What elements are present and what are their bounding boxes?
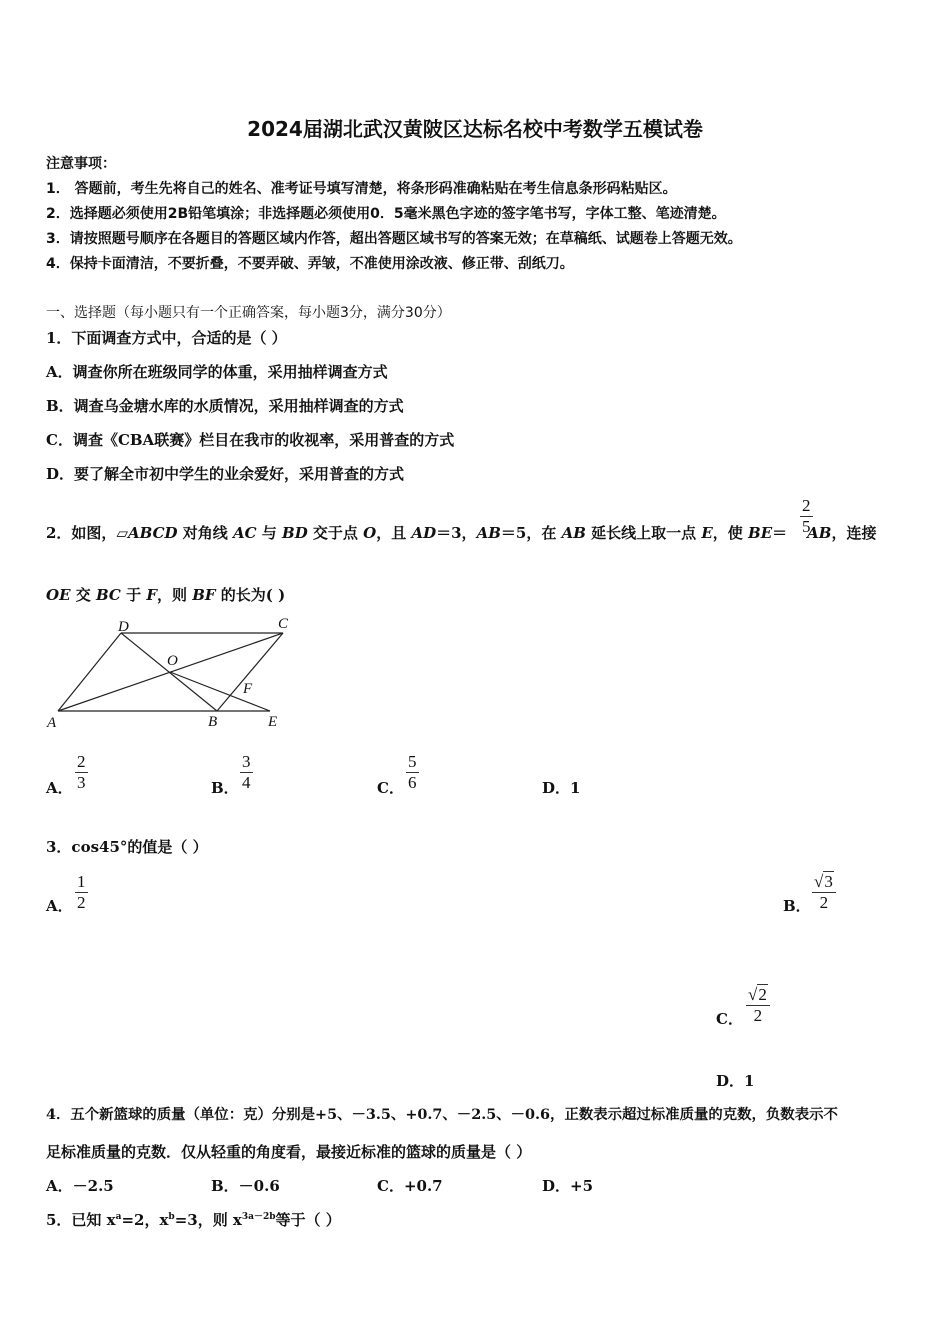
q1-option-d: D．要了解全市初中学生的业余爱好，采用普查的方式 <box>46 465 405 483</box>
q1-option-c: C．调查《CBA联赛》栏目在我市的收视率，采用普查的方式 <box>46 431 455 449</box>
q1-stem: 1．下面调查方式中，合适的是（ ） <box>46 329 287 347</box>
q3-option-c-fraction: $\frac{√2}{2}$ <box>746 985 770 1026</box>
q2-option-b-label: B． <box>211 779 239 797</box>
notice-item-2: 2．选择题必须使用2B铅笔填涂；非选择题必须使用0．5毫米黑色字迹的签字笔书写，字体工整、笔迹清楚。 <box>46 206 726 222</box>
q4-stem-line2: 足标准质量的克数．仅从轻重的角度看，最接近标准的篮球的质量是（ ） <box>46 1143 532 1161</box>
label-c: C <box>278 616 289 632</box>
q3-option-b-label: B． <box>783 897 811 915</box>
q3-option-b-fraction: $\frac{√3}{2}$ <box>812 872 836 913</box>
q2-option-c-label: C． <box>377 779 404 797</box>
label-d: D <box>118 619 129 635</box>
label-b: B <box>208 714 218 730</box>
q5-stem: 5．已知 $x^a=2$，$x^b=3$，则 $x^{3a-2b}$等于（ ） <box>46 1211 341 1229</box>
q2-stem-line1: 2．如图，▱ABCD 对角线 AC 与 BD 交于点 O，且 AD＝3，AB＝5，在 AB 延长线上取一点 E，使 BE＝ AB，连接 <box>46 524 877 542</box>
notice-heading: 注意事项： <box>46 156 116 172</box>
q1-option-b: B．调查乌金塘水库的水质情况，采用抽样调查的方式 <box>46 397 404 415</box>
segment-oe <box>170 672 270 711</box>
q3-option-c-label: C． <box>716 1010 743 1028</box>
q4-option-b: B．－0.6 <box>211 1177 280 1195</box>
notice-item-4: 4．保持卡面清洁，不要折叠，不要弄破、弄皱，不准使用涂改液、修正带、刮纸刀。 <box>46 256 574 272</box>
q2-option-a-label: A． <box>46 779 73 797</box>
notice-item-3: 3．请按照题号顺序在各题目的答题区域内作答，超出答题区域书写的答案无效；在草稿纸、试题卷上答题无效。 <box>46 231 742 247</box>
section-heading: 一、选择题（每小题只有一个正确答案，每小题3分，满分30分） <box>46 305 451 321</box>
q4-option-d: D．+5 <box>542 1177 594 1195</box>
label-e: E <box>268 714 278 730</box>
q4-option-a: A．－2.5 <box>46 1177 114 1195</box>
q2-option-a-fraction: $\frac{2}{3}$ <box>77 752 86 792</box>
q2-option-d: D．1 <box>542 779 581 797</box>
q4-stem-line1: 4．五个新篮球的质量（单位：克）分别是+5、－3.5、+0.7、－2.5、－0.6，正数表示超过标准质量的克数，负数表示不 <box>46 1106 838 1123</box>
q1-option-a: A．调查你所在班级同学的体重，采用抽样调查方式 <box>46 363 388 381</box>
q4-option-c: C．+0.7 <box>377 1177 443 1195</box>
diagonal-bd <box>121 633 217 711</box>
label-f: F <box>243 681 253 697</box>
q2-option-b-fraction: $\frac{3}{4}$ <box>242 752 251 792</box>
edge-ad <box>58 633 121 711</box>
notice-item-1: 1． 答题前，考生先将自己的姓名、准考证号填写清楚，将条形码准确粘贴在考生信息条形码粘贴区。 <box>46 181 677 197</box>
q2-option-c-fraction: $\frac{5}{6}$ <box>408 752 417 792</box>
q3-option-a-fraction: $\frac{1}{2}$ <box>77 872 86 912</box>
label-o: O <box>167 653 178 669</box>
q2-fraction: $\frac{2}{5}$ <box>802 496 811 536</box>
q3-option-d: D．1 <box>716 1072 755 1090</box>
q3-option-a-label: A． <box>46 897 73 915</box>
page-title: 2024届湖北武汉黄陂区达标名校中考数学五模试卷 <box>247 117 703 141</box>
label-a: A <box>47 715 57 731</box>
q2-stem-line2: OE 交 BC 于 F，则 BF 的长为( ) <box>46 586 286 604</box>
q2-parallelogram-figure <box>40 612 310 737</box>
q3-stem: 3．cos45°的值是（ ） <box>46 838 208 856</box>
